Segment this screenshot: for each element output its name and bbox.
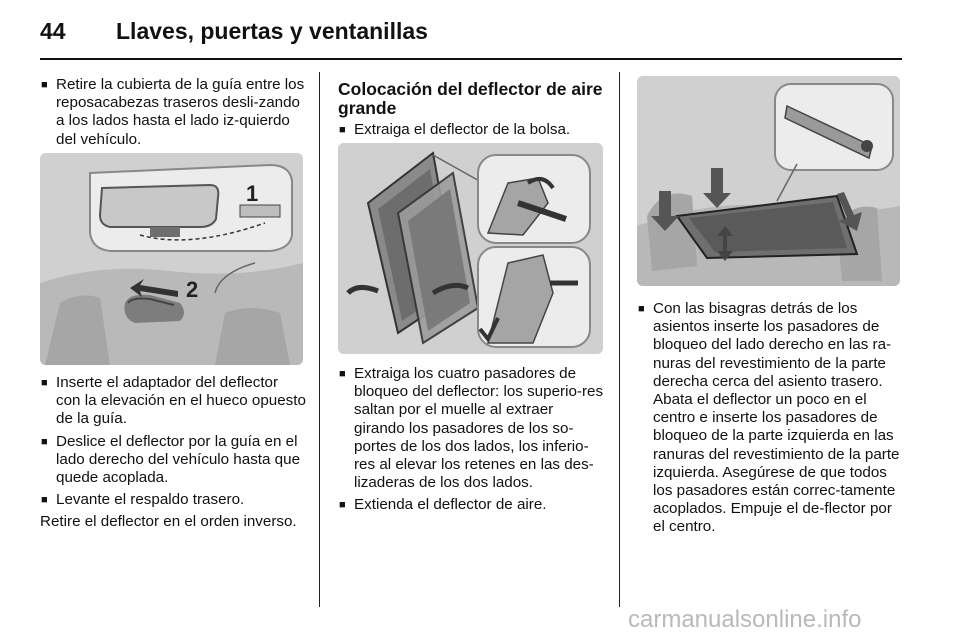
column-1-lower <box>40 374 306 532</box>
bullet-insert-pins: ■ Con las bisagras detrás de los asientos inserte los pasadores de bloqueo del lado derecho en las ra-nuras del revestimiento de la parte derecha cerca del asiento trasero. Abata el deflector un poco en el centro e inserte los pasadores de bloqueo de la parte izquierda en las ranuras del revestimiento de la parte izquierda. Asegúrese de que todos los pasadores están correc-tamente acoplados. Empuje el de-flector por el centro. <box>637 300 903 537</box>
page-title: Llaves, puertas y ventanillas <box>116 18 428 44</box>
bullet-remove-cover: ■ Retire la cubierta de la guía entre los reposacabezas traseros desli-zando a los lados hasta el lado iz-quierdo del vehículo. <box>40 76 306 149</box>
callout-1: 1 <box>246 181 259 206</box>
header-rule <box>40 58 902 60</box>
figure-deflector-pins <box>338 143 603 354</box>
column-1 <box>40 76 306 153</box>
figure-mirror-guide <box>40 153 303 365</box>
column-divider-2 <box>619 72 620 607</box>
column-divider-1 <box>319 72 320 607</box>
bullet-insert-adapter: ■ Inserte el adaptador del deflector con la elevación en el hueco opuesto de la guía. <box>40 374 306 429</box>
figure-deflector-installation <box>637 76 900 286</box>
bullet-extract-pins: ■ Extraiga los cuatro pasadores de bloqueo del deflector: los superio-res saltan por el muelle al extraer girando los pasadores de los so-portes de los dos lados, los inferio-res al elevar los retenes en las des-lizaderas de los dos lados. <box>338 365 606 492</box>
column-3 <box>637 300 903 541</box>
section-heading: Colocación del deflector de aire grande <box>338 79 603 118</box>
bullet-raise-backrest: ■ Levante el respaldo trasero. <box>40 491 306 509</box>
bullet-slide-deflector: ■ Deslice el deflector por la guía en el lado derecho del vehículo hasta que quede acoplada. <box>40 433 306 488</box>
page-number: 44 <box>40 18 66 44</box>
watermark: carmanualsonline.info <box>628 606 862 633</box>
bullet-extract-from-bag: ■ Extraiga el deflector de la bolsa. <box>338 121 606 139</box>
column-2 <box>338 80 606 143</box>
closing-note: Retire el deflector en el orden inverso. <box>40 513 297 531</box>
column-2-lower <box>338 365 606 519</box>
bullet-extend-deflector: ■ Extienda el deflector de aire. <box>338 496 606 514</box>
callout-2: 2 <box>186 277 199 302</box>
